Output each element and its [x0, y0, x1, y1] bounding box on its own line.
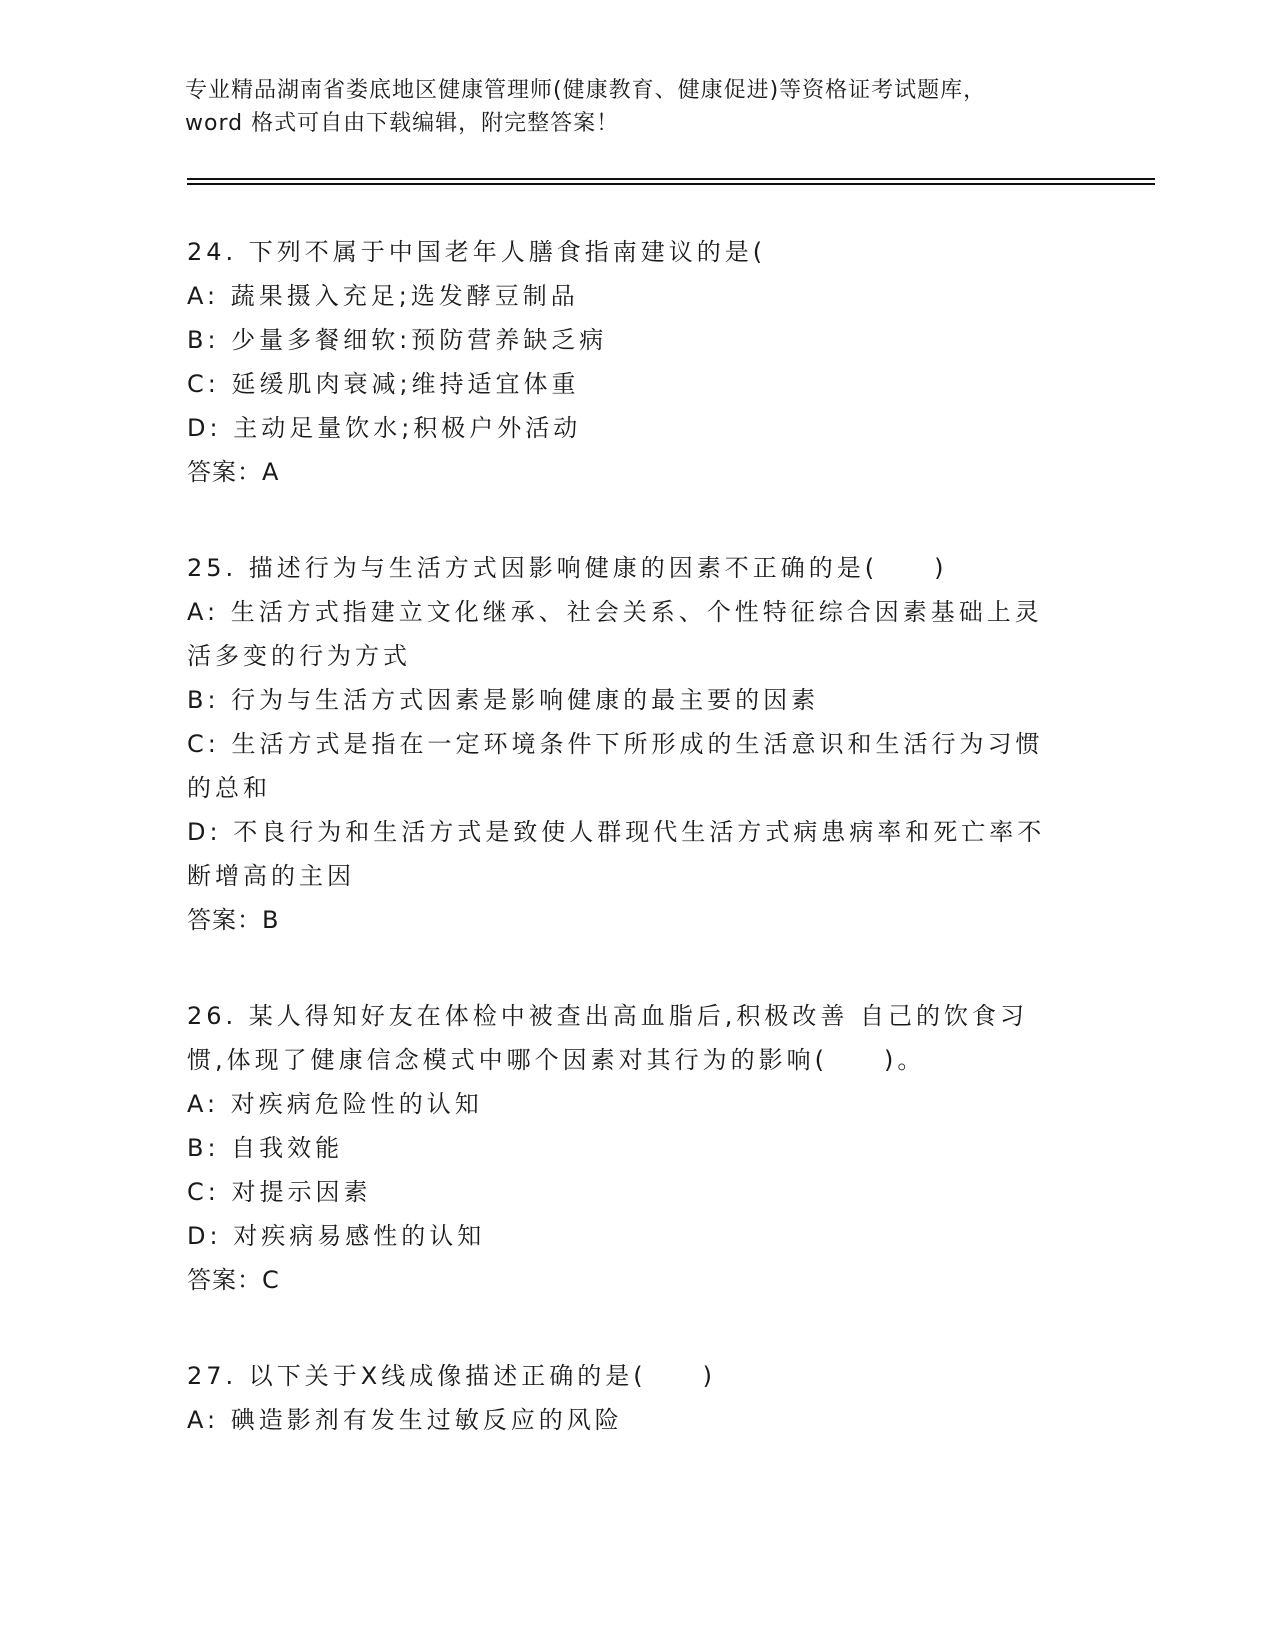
document-header — [185, 74, 1085, 140]
question-25-option-a-cont: 活多变的行为方式 — [187, 642, 411, 670]
question-25-option-d: D: 不良行为和生活方式是致使人群现代生活方式病患病率和死亡率不 — [187, 818, 1046, 846]
question-26-option-d: D: 对疾病易感性的认知 — [187, 1222, 486, 1250]
question-24-answer: 答案：A — [187, 458, 280, 486]
question-24-option-b: B: 少量多餐细软:预防营养缺乏病 — [187, 326, 608, 354]
question-25-option-d-cont: 断增高的主因 — [187, 862, 355, 890]
header-line-1: 专业精品湖南省娄底地区健康管理师(健康教育、健康促进)等资格证考试题库， — [185, 78, 987, 103]
question-25-option-b: B: 行为与生活方式因素是影响健康的最主要的因素 — [187, 686, 820, 714]
question-24-option-d: D: 主动足量饮水;积极户外活动 — [187, 414, 582, 442]
question-26-stem: 26. 某人得知好友在体检中被查出高血脂后,积极改善 自己的饮食习 — [187, 1002, 1029, 1030]
question-25-option-c: C: 生活方式是指在一定环境条件下所形成的生活意识和生活行为习惯 — [187, 730, 1044, 758]
question-25-stem: 25. 描述行为与生活方式因影响健康的因素不正确的是( ) — [187, 554, 948, 582]
question-26-option-a: A: 对疾病危险性的认知 — [187, 1090, 483, 1118]
question-24-option-a: A: 蔬果摄入充足;选发酵豆制品 — [187, 282, 579, 310]
header-line-2: word 格式可自由下载编辑，附完整答案！ — [185, 111, 620, 136]
header-divider-top — [187, 178, 1155, 180]
question-24-option-c: C: 延缓肌肉衰减;维持适宜体重 — [187, 370, 580, 398]
question-27-option-a: A: 碘造影剂有发生过敏反应的风险 — [187, 1406, 623, 1434]
question-27-stem: 27. 以下关于X线成像描述正确的是( ) — [187, 1362, 716, 1390]
question-25-answer: 答案：B — [187, 906, 280, 934]
question-26-option-b: B: 自我效能 — [187, 1134, 344, 1162]
question-25-option-a: A: 生活方式指建立文化继承、社会关系、个性特征综合因素基础上灵 — [187, 598, 1043, 626]
header-divider-bottom — [187, 183, 1155, 185]
question-26-answer: 答案：C — [187, 1266, 280, 1294]
question-25-option-c-cont: 的总和 — [187, 774, 271, 802]
question-24-stem: 24. 下列不属于中国老年人膳食指南建议的是( — [187, 238, 767, 266]
question-26-stem-cont: 惯,体现了健康信念模式中哪个因素对其行为的影响( )。 — [187, 1046, 926, 1074]
question-26-option-c: C: 对提示因素 — [187, 1178, 372, 1206]
